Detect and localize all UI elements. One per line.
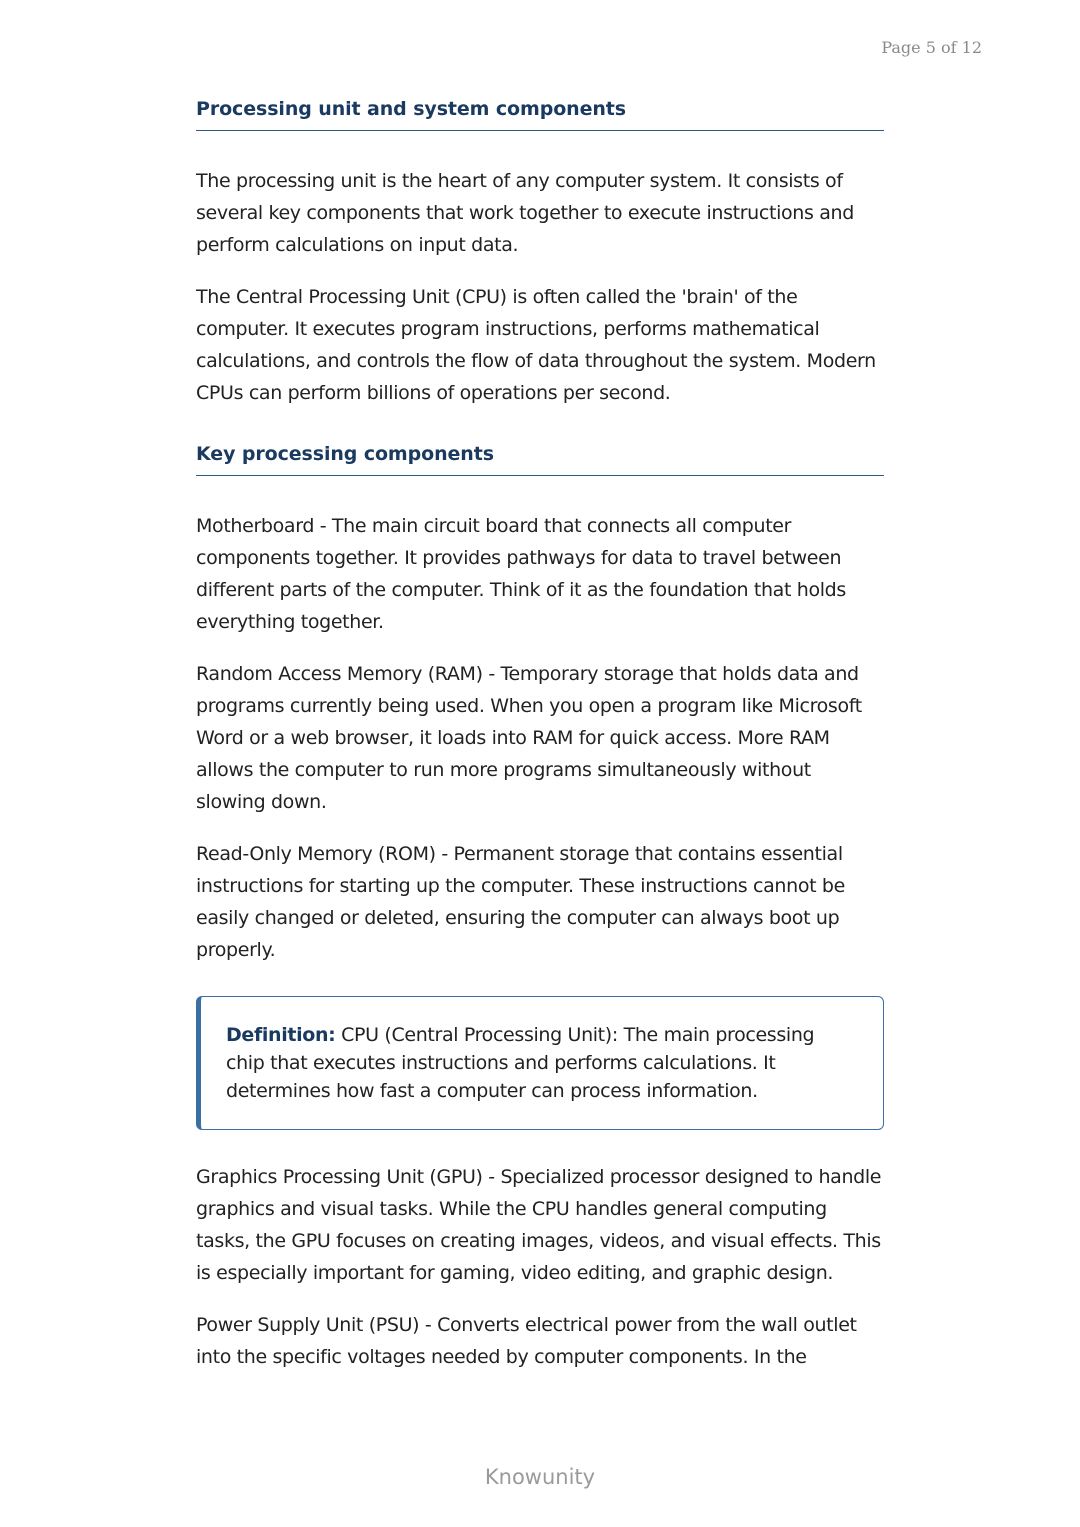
paragraph-gpu: Graphics Processing Unit (GPU) - Specialized processor designed to handle graphics and visual tasks. While the CPU handles general computing tasks, the GPU focuses on creating images, videos, and visual effects. This is especially important for gaming, video editing, and graphic design. [196,1166,882,1284]
section-heading-key-components: Key processing components [196,443,884,476]
definition-label: Definition: [226,1024,336,1046]
definition-callout [196,996,884,1130]
page-number: Page 5 of 12 [881,38,982,57]
paragraph-ram: Random Access Memory (RAM) - Temporary storage that holds data and programs currently being used. When you open a program like Microsoft Word or a web browser, it loads into RAM for quick access. More RAM allows the computer to run more programs simultaneously without slowing down. [196,663,862,813]
paragraph-psu: Power Supply Unit (PSU) - Converts electrical power from the wall outlet into the specific voltages needed by computer components. In the [196,1314,857,1368]
document-content [196,98,884,1373]
paragraph-motherboard: Motherboard - The main circuit board that connects all computer components together. It provides pathways for data to travel between different parts of the computer. Think of it as the foundation that holds everything together. [196,515,846,633]
definition-text: CPU (Central Processing Unit): The main processing chip that executes instructions and performs calculations. It determines how fast a computer can process information. [226,1024,815,1102]
paragraph-rom: Read-Only Memory (ROM) - Permanent storage that contains essential instructions for starting up the computer. These instructions cannot be easily changed or deleted, ensuring the computer can always boot up properly. [196,843,845,961]
paragraph-processing-unit-intro: The processing unit is the heart of any computer system. It consists of several key components that work together to execute instructions and perform calculations on input data. [196,170,854,256]
paragraph-cpu: The Central Processing Unit (CPU) is often called the 'brain' of the computer. It executes program instructions, performs mathematical calculations, and controls the flow of data throughout the system. Modern CPUs can perform billions of operations per second. [196,286,876,404]
knowunity-watermark: Knowunity [484,1465,596,1489]
section-heading-processing-unit: Processing unit and system components [196,98,884,131]
